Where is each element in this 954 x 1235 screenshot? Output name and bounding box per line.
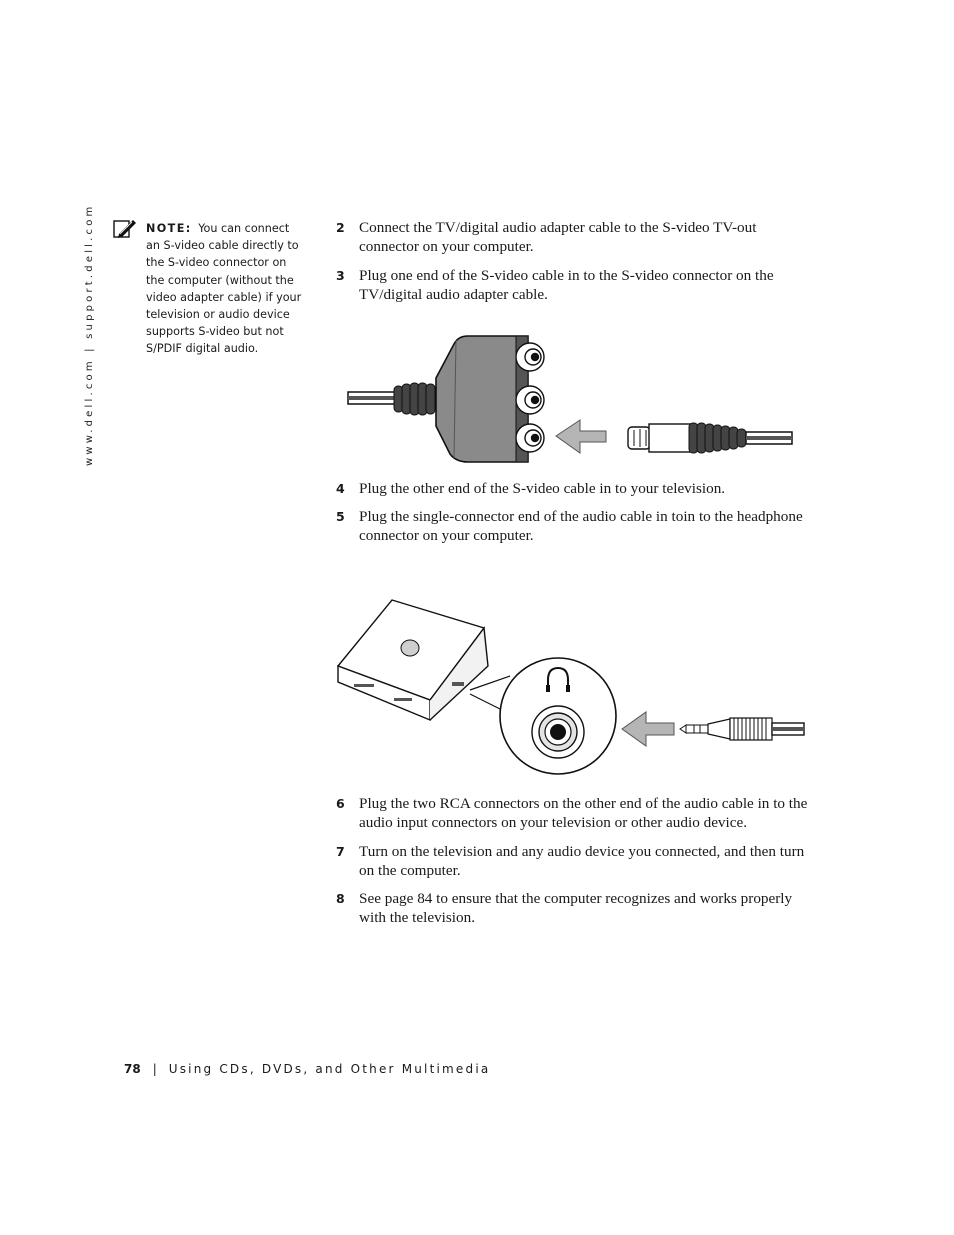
svideo-adapter-illustration (344, 330, 796, 470)
step-number: 2 (336, 220, 345, 235)
step-5 (336, 507, 816, 545)
step-number: 6 (336, 796, 345, 811)
step-7 (336, 842, 816, 880)
footer-separator: | (152, 1062, 157, 1076)
step-number: 3 (336, 268, 345, 283)
step-number: 7 (336, 844, 345, 859)
step-text: Plug the two RCA connectors on the other end of the audio cable in to the audio input connectors on your television or other audio device. (359, 795, 808, 831)
page-number: 78 (124, 1062, 141, 1076)
step-8 (336, 889, 816, 927)
step-text: Plug one end of the S-video cable in to the S-video connector on the TV/digital audio adapter cable. (359, 267, 774, 303)
note-text: You can connect an S-video cable directly to the S-video connector on the computer (without the video adapter cable) if your television or audio device supports S-video but not S/PDIF digital audio. (146, 222, 302, 356)
step-text: Turn on the television and any audio device you connected, and then turn on the computer. (359, 843, 805, 879)
headphone-connector-illustration (334, 594, 808, 786)
step-text: Connect the TV/digital audio adapter cable to the S-video TV-out connector on your computer. (359, 219, 757, 255)
step-number: 8 (336, 891, 345, 906)
step-4 (336, 479, 816, 498)
step-text: Plug the single-connector end of the audio cable in toin to the headphone connector on your computer. (359, 508, 803, 544)
step-text: See page 84 to ensure that the computer recognizes and works properly with the television. (359, 890, 793, 926)
pencil-note-icon (113, 219, 137, 239)
step-number: 5 (336, 509, 345, 524)
chapter-title: Using CDs, DVDs, and Other Multimedia (168, 1062, 491, 1076)
step-3 (336, 266, 816, 304)
page-footer (124, 1062, 490, 1076)
step-text: Plug the other end of the S-video cable in to your television. (359, 480, 726, 497)
sidebar-url: www.dell.com | support.dell.com (84, 203, 95, 466)
note-block (146, 220, 304, 358)
step-2 (336, 218, 816, 256)
step-6 (336, 794, 816, 832)
step-number: 4 (336, 481, 345, 496)
note-label: NOTE: (146, 222, 192, 235)
